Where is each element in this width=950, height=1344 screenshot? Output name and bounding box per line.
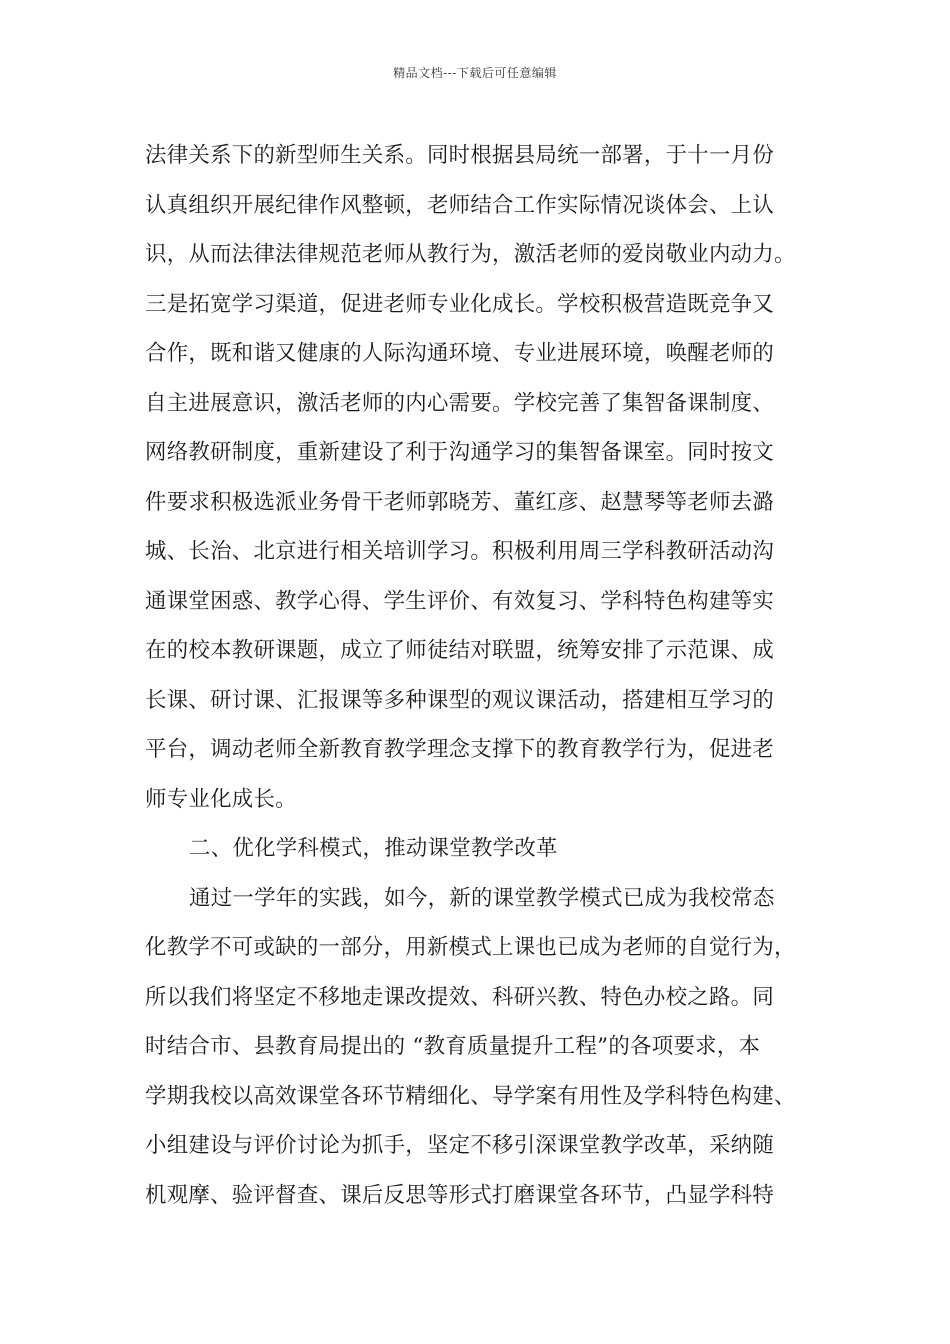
text-line: 师专业化成长。 [145,786,297,812]
text-line: 机观摩、验评督查、课后反思等形式打磨课堂各环节，凸显学科特 [145,1182,775,1208]
paragraph-first-line: 通过一学年的实践，如今，新的课堂教学模式已成为我校常态 [189,885,775,911]
section-heading: 二、优化学科模式，推动课堂教学改革 [189,836,558,861]
text-line: 认真组织开展纪律作风整顿，老师结合工作实际情况谈体会、上认 [145,192,775,218]
text-line: 法律关系下的新型师生关系。同时根据县局统一部署，于十一月份 [145,143,775,168]
text-line: 件要求积极选派业务骨干老师郭晓芳、董红彦、赵慧琴等老师去潞 [145,489,775,515]
text-line: 平台，调动老师全新教育教学理念支撑下的教育教学行为，促进老 [145,737,775,762]
text-line: 城、长治、北京进行相关培训学习。积极利用周三学科教研活动沟 [145,539,775,564]
text-line: 时结合市、县教育局提出的 “教育质量提升工程”的各项要求，本 [145,1034,761,1059]
text-line: 化教学不可或缺的一部分，用新模式上课也已成为老师的自觉行为， [145,935,796,960]
text-line: 网络教研制度，重新建设了利于沟通学习的集智备课室。同时按文 [145,440,775,465]
text-line: 在的校本教研课题，成立了师徒结对联盟，统筹安排了示范课、成 [145,638,775,663]
text-line: 长课、研讨课、汇报课等多种课型的观议课活动，搭建相互学习的 [145,687,775,713]
page-header: 精品文档---下载后可任意编辑 [393,66,557,80]
text-line: 三是拓宽学习渠道，促进老师专业化成长。学校积极营造既竞争又 [145,291,775,317]
text-line: 自主进展意识，激活老师的内心需要。学校完善了集智备课制度、 [145,390,775,416]
text-line: 通课堂困惑、教学心得、学生评价、有效复习、学科特色构建等实 [145,588,775,614]
text-line: 小组建设与评价讨论为抓手，坚定不移引深课堂教学改革，采纳随 [145,1133,775,1158]
document-body [145,131,825,1220]
text-line: 合作，既和谐又健康的人际沟通环境、专业进展环境，唤醒老师的 [145,341,775,366]
text-line: 学期我校以高效课堂各环节精细化、导学案有用性及学科特色构建、 [145,1083,796,1109]
text-line: 识，从而法律法律规范老师从教行为，激活老师的爱岗敬业内动力。 [145,242,796,267]
text-line: 所以我们将坚定不移地走课改提效、科研兴教、特色办校之路。同 [145,984,775,1010]
